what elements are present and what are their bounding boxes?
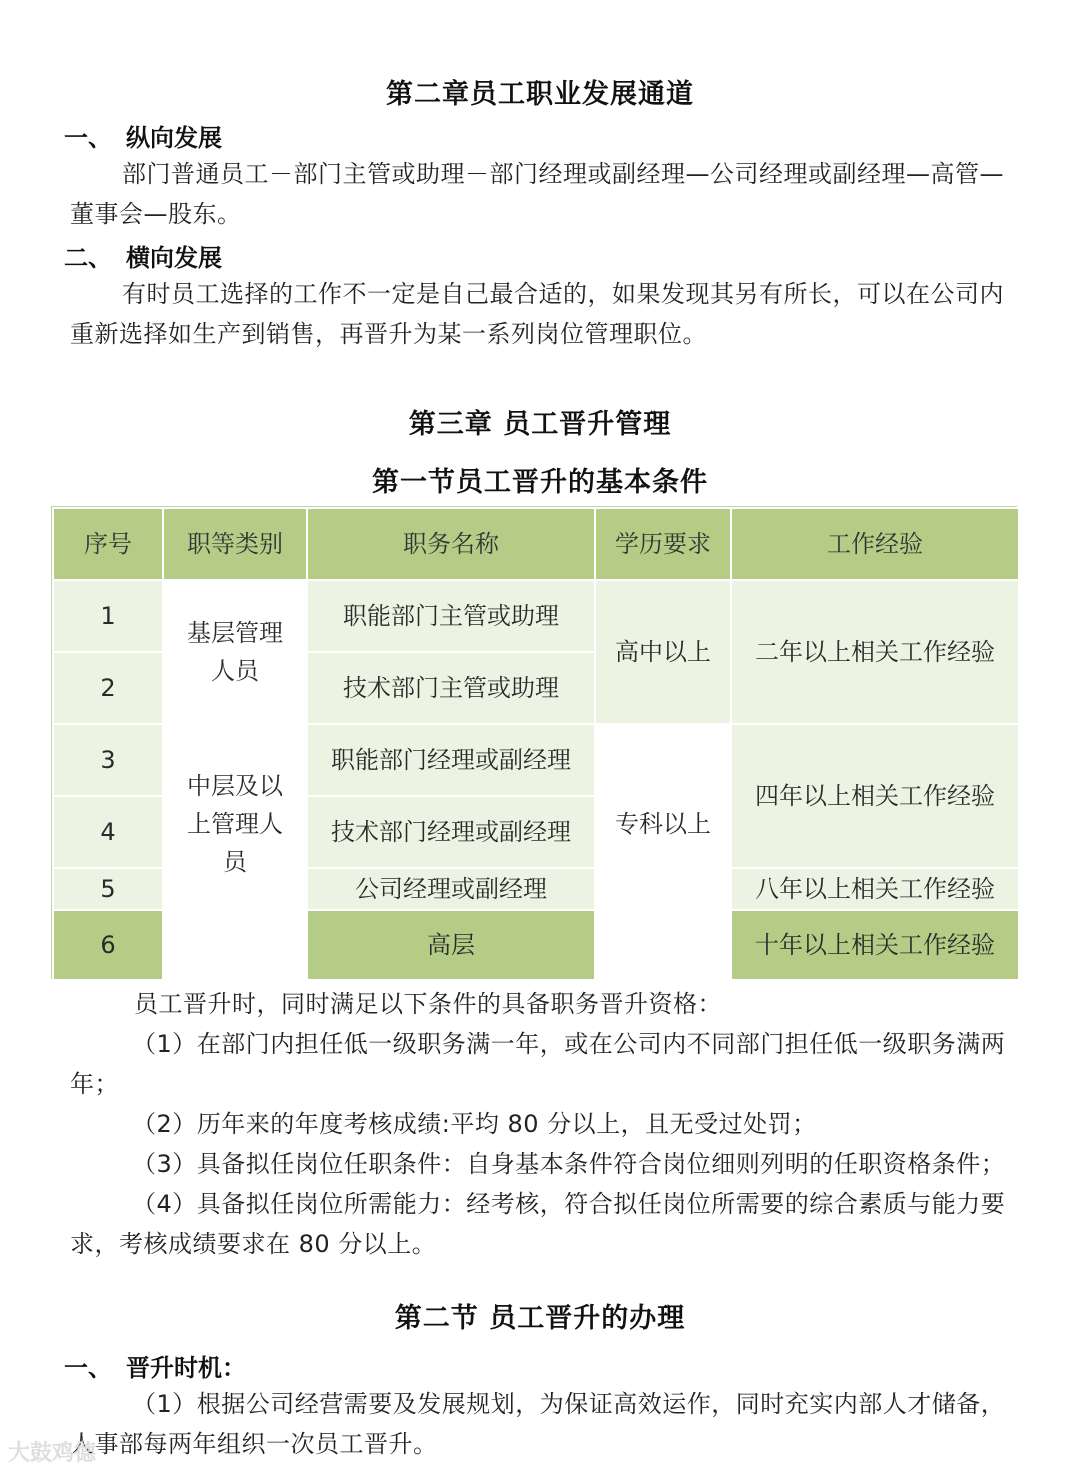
heading-text: 晋升时机： xyxy=(126,1354,246,1382)
heading-text: 横向发展 xyxy=(126,244,222,272)
position-name: 技术部门主管或助理 xyxy=(307,652,595,724)
header-cell: 学历要求 xyxy=(595,508,731,580)
condition-3: （3）具备拟任岗位任职条件：自身基本条件符合岗位细则列明的任职资格条件； xyxy=(132,1150,1006,1178)
category-cell xyxy=(163,580,307,724)
heading-text: 纵向发展 xyxy=(126,124,222,152)
row-number: 6 xyxy=(53,910,163,980)
heading-number: 一、 xyxy=(64,124,112,152)
category-text: 中层及以上管理人员 xyxy=(187,772,283,876)
row-number: 5 xyxy=(53,868,163,910)
condition-2: （2）历年来的年度考核成绩:平均 80 分以上，且无受过处罚； xyxy=(132,1110,817,1138)
header-cell: 职等类别 xyxy=(163,508,307,580)
education-cell xyxy=(595,724,731,980)
header-cell: 职务名称 xyxy=(307,508,595,580)
chapter3-title: 第三章 员工晋升管理 xyxy=(408,409,672,440)
watermark-logo: 大鼓鸡德 xyxy=(8,1441,97,1466)
heading-number: 二、 xyxy=(64,244,112,272)
category-cell xyxy=(163,724,307,980)
experience-cell: 十年以上相关工作经验 xyxy=(731,910,1019,980)
promotion-conditions-table xyxy=(51,506,1017,979)
section1-title: 第一节员工晋升的基本条件 xyxy=(372,467,708,498)
heading-number: 一、 xyxy=(64,1354,112,1382)
condition-1: （1）在部门内担任低一级职务满一年，或在公司内不同部门担任低一级职务满两年； xyxy=(70,1030,1006,1098)
experience-cell: 二年以上相关工作经验 xyxy=(731,580,1019,724)
row-number: 2 xyxy=(53,652,163,724)
header-cell: 工作经验 xyxy=(731,508,1019,580)
table-row xyxy=(53,580,1019,652)
heading-vertical xyxy=(64,118,222,153)
position-name: 高层 xyxy=(307,910,595,980)
heading-timing xyxy=(64,1348,246,1383)
position-name: 公司经理或副经理 xyxy=(307,868,595,910)
section2-title: 第二节 员工晋升的办理 xyxy=(394,1303,686,1334)
condition-4: （4）具备拟任岗位所需能力：经考核，符合拟任岗位所需要的综合素质与能力要求，考核成绩要求在 80 分以上。 xyxy=(70,1190,1006,1258)
table-row xyxy=(53,724,1019,796)
position-name: 技术部门经理或副经理 xyxy=(307,796,595,868)
education-text: 专科以上 xyxy=(615,810,711,838)
position-name: 职能部门经理或副经理 xyxy=(307,724,595,796)
education-cell: 高中以上 xyxy=(595,580,731,724)
header-cell: 序号 xyxy=(53,508,163,580)
chapter2-title: 第二章员工职业发展通道 xyxy=(386,79,694,110)
heading-horizontal xyxy=(64,238,222,273)
position-name: 职能部门主管或助理 xyxy=(307,580,595,652)
experience-cell: 八年以上相关工作经验 xyxy=(731,868,1019,910)
row-number: 1 xyxy=(53,580,163,652)
row-number: 3 xyxy=(53,724,163,796)
category-text: 基层管理人员 xyxy=(187,619,283,685)
timing-text: （1）根据公司经营需要及发展规划，为保证高效运作，同时充实内部人才储备，人事部每两年组织一次员工晋升。 xyxy=(70,1390,1006,1458)
row-number: 4 xyxy=(53,796,163,868)
experience-cell: 四年以上相关工作经验 xyxy=(731,724,1019,868)
table-header-row xyxy=(53,508,1019,580)
horizontal-text: 有时员工选择的工作不一定是自己最合适的，如果发现其另有所长，可以在公司内重新选择如生产到销售，再晋升为某一系列岗位管理职位。 xyxy=(70,280,1004,348)
vertical-text: 部门普通员工－部门主管或助理－部门经理或副经理—公司经理或副经理—高管—董事会—股东。 xyxy=(70,160,1004,228)
conditions-intro: 员工晋升时，同时满足以下条件的具备职务晋升资格： xyxy=(134,990,722,1018)
